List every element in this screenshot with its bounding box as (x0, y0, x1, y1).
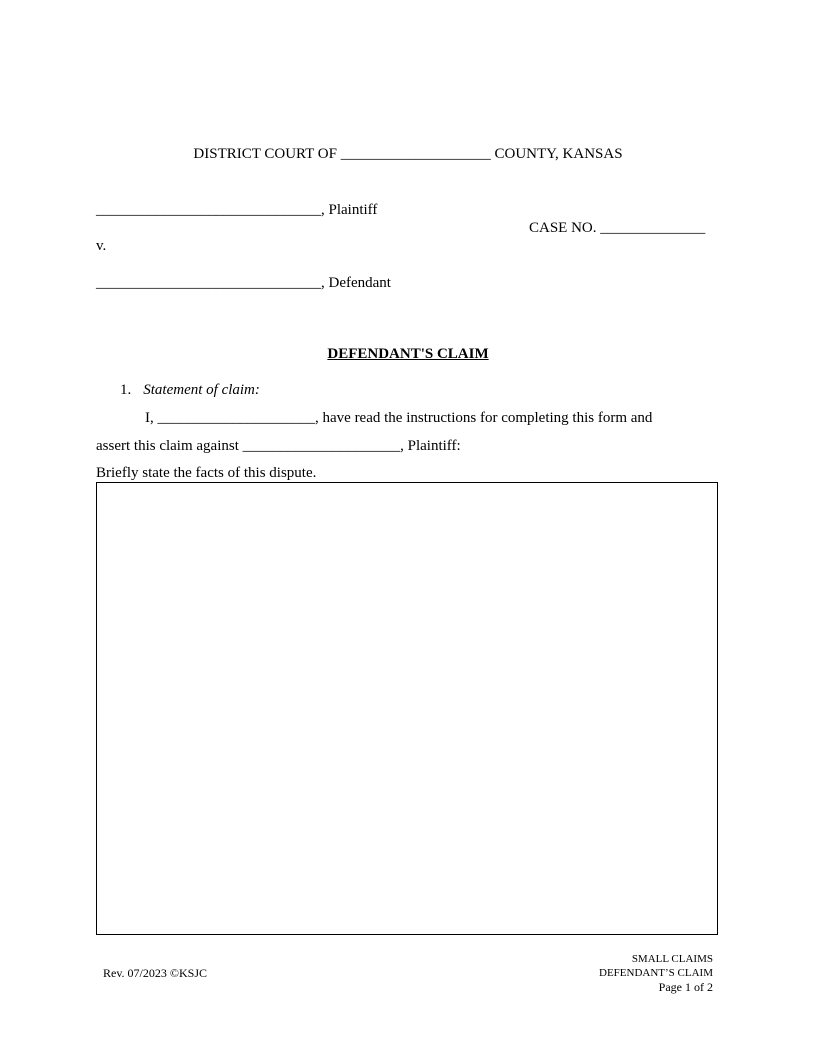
section-label: Statement of claim: (143, 382, 260, 398)
section-1-heading (120, 381, 260, 399)
plaintiff-label: , Plaintiff (321, 202, 378, 218)
page-of: of (694, 980, 704, 994)
facts-prompt: Briefly state the facts of this dispute. (96, 465, 317, 481)
page-word: Page (658, 980, 682, 994)
claimant-name-field[interactable]: _____________________ (157, 410, 315, 426)
versus-label: v. (96, 238, 107, 254)
case-number-line (529, 219, 705, 237)
page-current: 1 (685, 980, 691, 994)
facts-text-area[interactable] (96, 482, 718, 935)
claimant-suffix: , have read the instructions for completing this form and (315, 410, 653, 426)
against-name-field[interactable]: _____________________ (242, 438, 401, 454)
court-prefix: DISTRICT COURT OF (193, 146, 337, 162)
case-no-label: CASE NO. (529, 220, 597, 236)
court-suffix: COUNTY, KANSAS (494, 146, 623, 162)
section-number: 1. (120, 382, 132, 398)
form-footer (599, 952, 713, 994)
claimant-line (145, 409, 652, 427)
defendant-name-field[interactable]: ______________________________ (96, 275, 321, 291)
form-name: DEFENDANT’S CLAIM (599, 967, 713, 979)
plaintiff-name-field[interactable]: ______________________________ (96, 202, 321, 218)
assert-suffix: , Plaintiff: (400, 438, 461, 454)
assert-claim-line (96, 437, 461, 455)
revision-note: Rev. 07/2023 ©KSJC (103, 966, 208, 980)
form-title: DEFENDANT'S CLAIM (327, 346, 489, 362)
court-heading (0, 145, 816, 163)
page-total: 2 (707, 980, 713, 994)
case-no-field[interactable]: ______________ (600, 220, 706, 236)
defendant-label: , Defendant (321, 275, 391, 291)
page-number (599, 980, 713, 994)
claimant-prefix: I, (145, 410, 154, 426)
form-category: SMALL CLAIMS (631, 953, 713, 965)
defendant-line (96, 274, 391, 292)
assert-prefix: assert this claim against (96, 438, 239, 454)
plaintiff-line (96, 201, 377, 219)
county-field[interactable]: ____________________ (340, 146, 491, 162)
